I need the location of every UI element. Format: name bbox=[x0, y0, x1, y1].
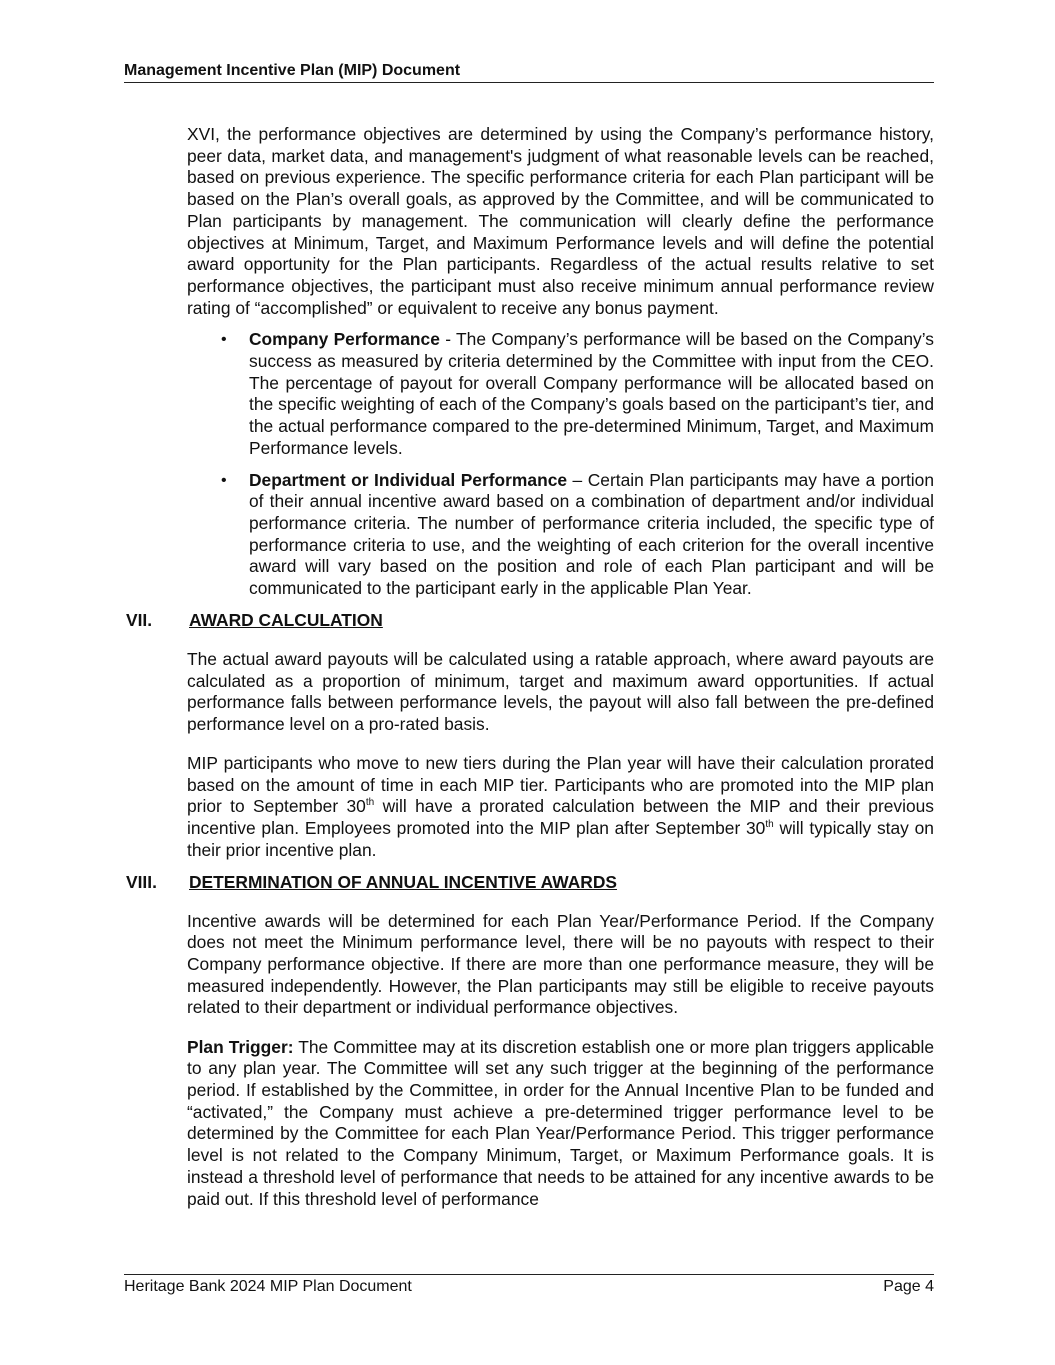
footer-page-number: Page 4 bbox=[883, 1278, 934, 1295]
footer-document-name: Heritage Bank 2024 MIP Plan Document bbox=[124, 1278, 412, 1295]
intro-paragraph: XVI, the performance objectives are determined by using the Company’s performance history, peer data, market data, and management's judgment of what reasonable levels can be reached, based on previous experience. The specific performance criteria for each Plan participant will be based on the Plan’s overall goals, as approved by the Committee, and will be communicated to Plan participants by management. The communication will clearly define the performance objectives at Minimum, Target, and Maximum Performance levels and will define the potential award opportunity for the Plan participants. Regardless of the actual results relative to set performance objectives, the participant must also receive minimum annual performance review rating of “accomplished” or equivalent to receive any bonus payment. bbox=[187, 124, 934, 318]
section-vii-paragraph-1: The actual award payouts will be calculated using a ratable approach, where award payouts are calculated as a proportion of minimum, target and maximum award opportunities. If actual performance falls between performance levels, the payout will also fall between the pre-defined performance level on a pro-rated basis. bbox=[187, 648, 934, 734]
bullet-department-performance bbox=[221, 469, 934, 600]
page-header bbox=[124, 62, 934, 83]
section-title: DETERMINATION OF ANNUAL INCENTIVE AWARDS bbox=[189, 871, 618, 892]
para-text: will have a prorated calculation between the MIP and their previous incentive plan. Employees promoted into the MIP plan after September 30 bbox=[187, 796, 935, 839]
plan-trigger-paragraph bbox=[187, 1037, 934, 1211]
bullet-lead: Company Performance bbox=[249, 329, 440, 350]
performance-bullet-list bbox=[124, 329, 934, 599]
document-body bbox=[124, 124, 934, 1220]
plan-trigger-text: The Committee may at its discretion establish one or more plan triggers applicable to any plan year. The Committee will set any such trigger at the beginning of the performance period. If established by the Committee, in order for the Annual Incentive Plan to be funded and “activated,” the Company must achieve a pre-determined trigger performance level to be determined by the Committee for each Plan Year/Performance Period. This trigger performance level is not related to the Company Minimum, Target, or Maximum Performance goals. It is instead a threshold level of performance that needs to be attained for any incentive awards to be paid out. If this threshold level of performance bbox=[187, 1036, 934, 1209]
bullet-text: - The Company’s performance will be based on the Company’s success as measured by criteria determined by the Committee with input from the CEO. The percentage of payout for overall Company performance will be allocated based on the specific weighting of each of the Company’s goals based on the participant’s tier, and the actual performance compared to the pre-determined Minimum, Target, and Maximum Performance levels. bbox=[249, 329, 934, 458]
section-title: AWARD CALCULATION bbox=[189, 609, 383, 630]
para-text: MIP participants who move to new tiers during the Plan year will have their calculation prorated based on the amount of time in each MIP tier. Participants who are promoted into the MIP plan prior to September 30 bbox=[187, 753, 934, 817]
bullet-lead: Department or Individual Performance bbox=[249, 469, 568, 490]
bullet-text: – Certain Plan participants may have a portion of their annual incentive award based on a combination of department and/or individual performance criteria. The number of performance criteria included, the specific type of performance criteria to use, and the weighting of each criterion for the overall incentive award will vary based on the position and role of each Plan participant and will be communicated to the participant early in the applicable Plan Year. bbox=[249, 469, 934, 599]
bullet-company-performance bbox=[221, 329, 934, 459]
section-viii-heading bbox=[124, 872, 934, 894]
section-number: VIII. bbox=[126, 871, 157, 892]
plan-trigger-lead: Plan Trigger: bbox=[187, 1036, 294, 1057]
para-text: will typically stay on their prior incentive plan. bbox=[187, 818, 934, 860]
section-viii-paragraph-1: Incentive awards will be determined for each Plan Year/Performance Period. If the Company does not meet the Minimum performance level, there will be no payouts with respect to their Company performance objective. If there are more than one performance measure, they will be measured independently. However, the Plan participants may still be eligible to receive payouts related to their department or individual performance objectives. bbox=[187, 910, 934, 1018]
superscript: th bbox=[365, 797, 375, 809]
bullet-dot-icon: • bbox=[221, 331, 227, 349]
section-number: VII. bbox=[126, 609, 153, 630]
bullet-dot-icon: • bbox=[221, 471, 227, 489]
superscript: th bbox=[765, 819, 774, 831]
header-title: Management Incentive Plan (MIP) Document bbox=[124, 62, 461, 79]
section-vii-paragraph-2 bbox=[187, 753, 934, 862]
page-footer bbox=[124, 1274, 934, 1296]
section-vii-heading bbox=[124, 610, 934, 632]
